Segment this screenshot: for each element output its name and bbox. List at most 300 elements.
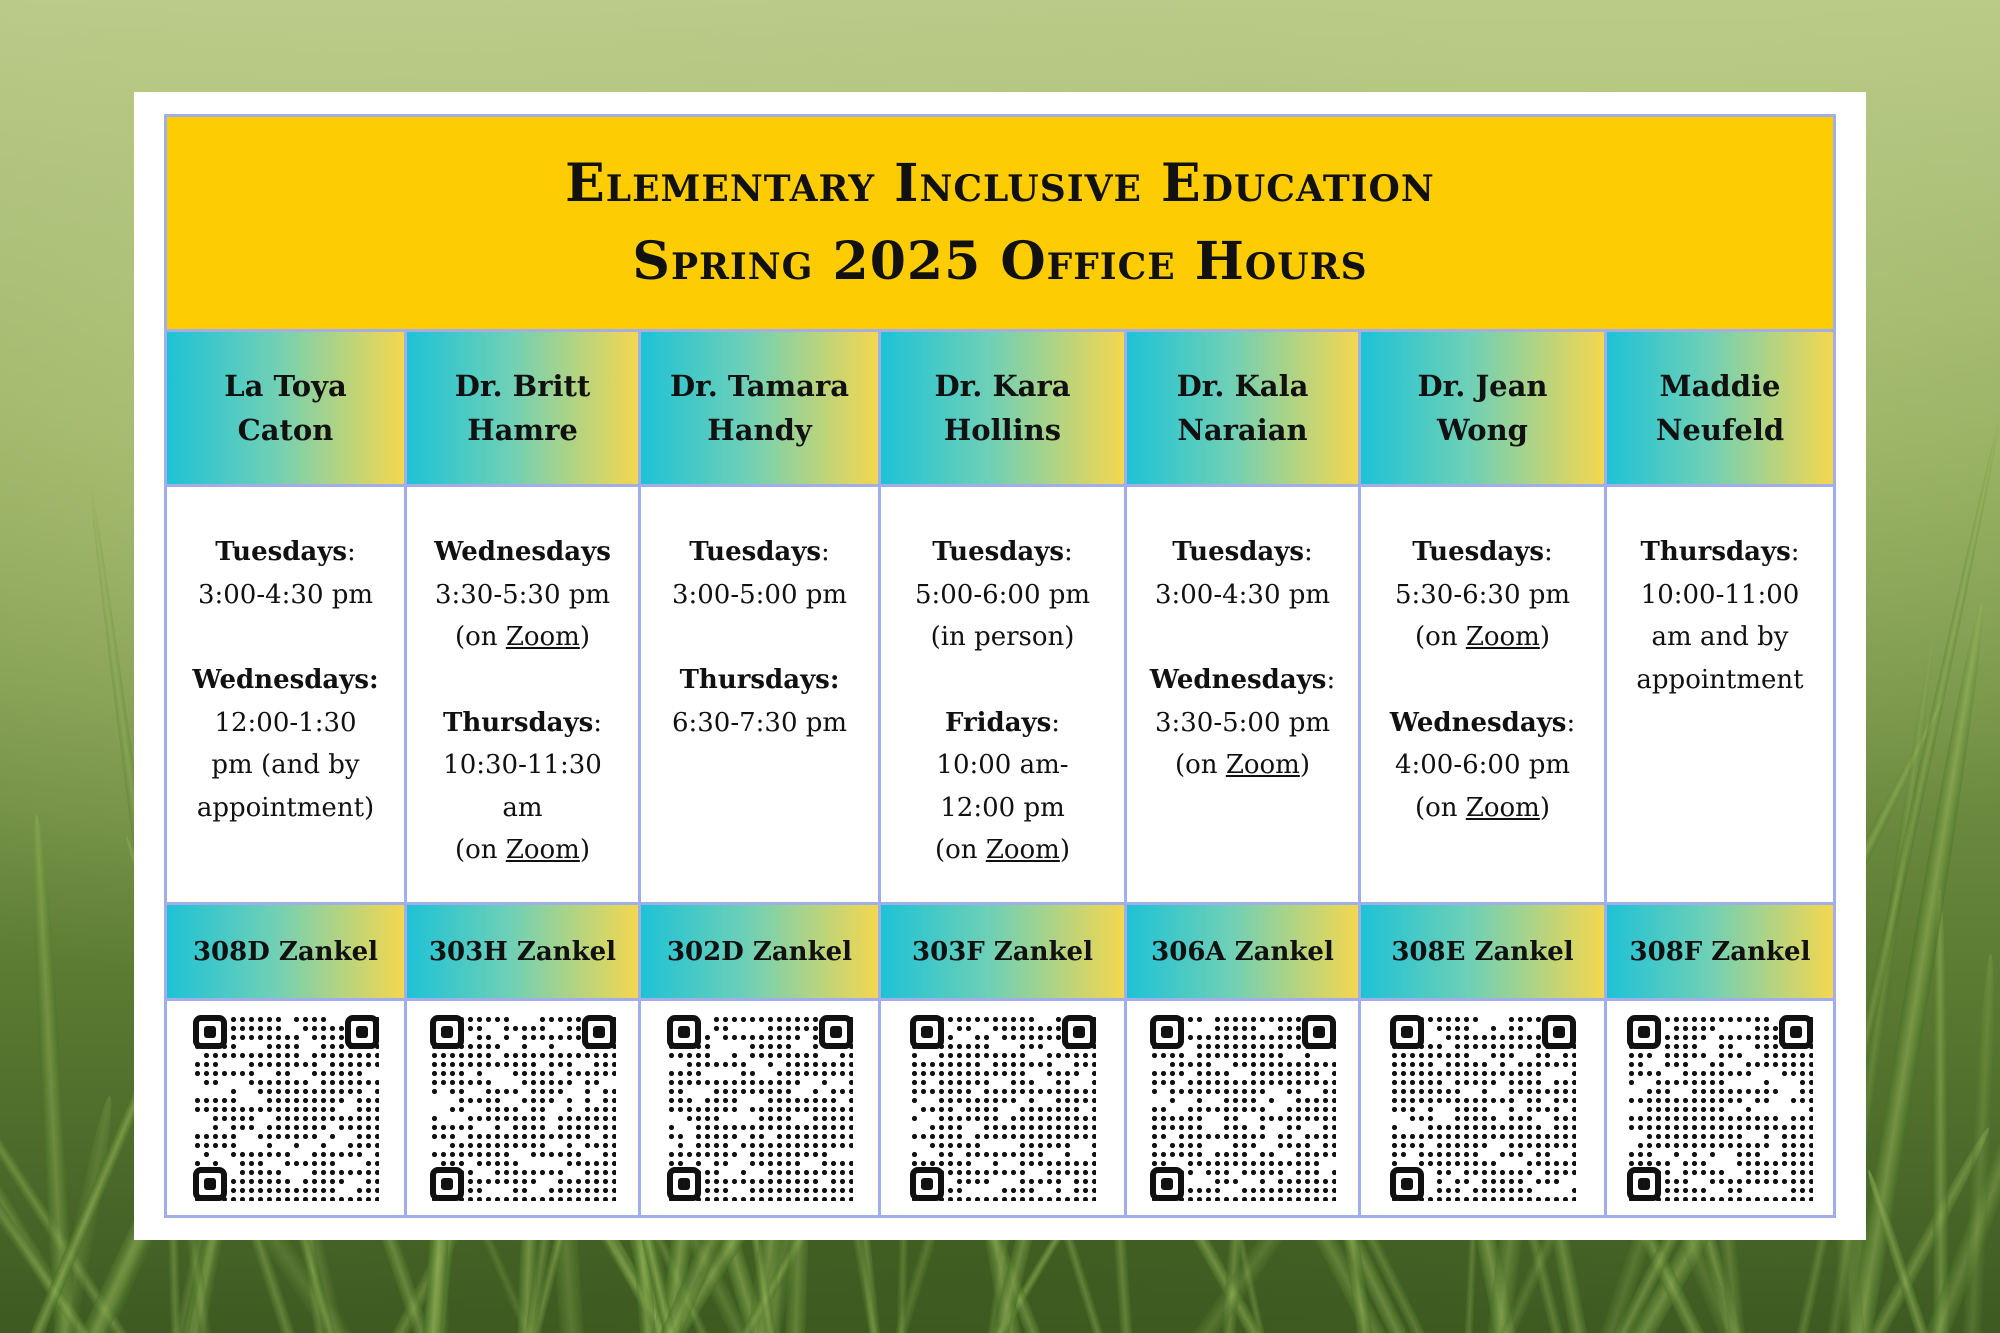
qr-gap	[955, 1033, 973, 1042]
qr-gap	[1516, 1096, 1525, 1105]
hours-line	[881, 574, 1124, 617]
qr-gap	[1771, 1078, 1789, 1087]
qr-gap	[973, 1159, 991, 1168]
qr-gap	[547, 1159, 556, 1168]
qr-gap	[193, 1078, 202, 1087]
qr-gap	[1726, 1168, 1744, 1177]
qr-gap	[301, 1141, 319, 1150]
staff-name-header	[641, 332, 881, 487]
qr-gap	[1249, 1114, 1258, 1123]
qr-gap	[292, 1177, 301, 1186]
qr-gap	[730, 1141, 739, 1150]
day-label: Wednesdays	[1149, 665, 1327, 695]
hours-line	[1607, 616, 1833, 659]
qr-gap	[484, 1186, 502, 1195]
time-text: (on	[1175, 750, 1226, 780]
hours-line	[1127, 744, 1358, 787]
qr-gap	[1798, 1105, 1807, 1114]
qr-cell	[1361, 1001, 1607, 1215]
qr-cell	[407, 1001, 641, 1215]
day-label: Fridays	[944, 707, 1052, 738]
qr-gap	[1534, 1168, 1543, 1177]
qr-gap	[1543, 1078, 1552, 1087]
qr-gap	[1543, 1069, 1552, 1078]
qr-gap	[238, 1042, 256, 1051]
time-text: 10:30-11:30	[443, 750, 602, 780]
qr-gap	[1489, 1060, 1498, 1069]
qr-gap	[829, 1078, 847, 1087]
qr-gap	[1036, 1078, 1054, 1087]
qr-gap	[955, 1105, 964, 1114]
qr-gap	[592, 1132, 601, 1141]
qr-gap	[1753, 1069, 1771, 1078]
hours-line	[641, 531, 878, 574]
qr-code-icon[interactable]	[1390, 1015, 1576, 1201]
day-colon: :	[1064, 537, 1073, 567]
staff-name-line: Hamre	[467, 413, 578, 447]
qr-gap	[310, 1042, 319, 1051]
qr-gap	[346, 1186, 355, 1195]
qr-gap	[1627, 1087, 1645, 1096]
room-label: 306A Zankel	[1127, 905, 1361, 1001]
qr-gap	[310, 1078, 319, 1087]
qr-gap	[1444, 1114, 1453, 1123]
staff-name-header	[1607, 332, 1833, 487]
qr-gap	[1267, 1123, 1285, 1132]
qr-gap	[1762, 1150, 1780, 1159]
zoom-link[interactable]: Zoom	[985, 835, 1060, 865]
qr-gap	[991, 1033, 1000, 1042]
qr-gap	[748, 1168, 766, 1177]
qr-finder-pattern	[193, 1167, 227, 1201]
time-text: 4:00-6:00 pm	[1394, 750, 1571, 780]
qr-code-icon[interactable]	[667, 1015, 853, 1201]
qr-gap	[1462, 1186, 1471, 1195]
qr-gap	[982, 1060, 991, 1069]
qr-gap	[1435, 1105, 1453, 1114]
qr-cell	[1607, 1001, 1833, 1215]
qr-gap	[739, 1105, 748, 1114]
qr-gap	[556, 1069, 565, 1078]
qr-gap	[1168, 1105, 1186, 1114]
qr-gap	[1018, 1096, 1027, 1105]
qr-gap	[1726, 1060, 1744, 1069]
qr-gap	[592, 1087, 601, 1096]
qr-gap	[430, 1105, 448, 1114]
qr-gap	[1195, 1024, 1213, 1033]
qr-gap	[193, 1123, 211, 1132]
qr-gap	[556, 1159, 565, 1168]
qr-gap	[694, 1087, 712, 1096]
qr-gap	[583, 1150, 601, 1159]
zoom-link[interactable]: Zoom	[1465, 792, 1540, 823]
qr-finder-pattern	[1390, 1015, 1424, 1049]
qr-gap	[1444, 1078, 1453, 1087]
qr-gap	[1213, 1096, 1222, 1105]
day-label: Wednesdays	[434, 537, 611, 567]
qr-gap	[292, 1168, 310, 1177]
qr-gap	[1321, 1069, 1330, 1078]
qr-gap	[1471, 1177, 1480, 1186]
hours-line	[407, 829, 638, 872]
qr-gap	[292, 1069, 310, 1078]
qr-gap	[1027, 1069, 1045, 1078]
staff-name-line: Wong	[1437, 413, 1528, 447]
hours-line	[1361, 531, 1604, 574]
qr-gap	[1426, 1141, 1435, 1150]
qr-gap	[1063, 1186, 1072, 1195]
qr-gap	[739, 1042, 748, 1051]
qr-code-icon[interactable]	[1150, 1015, 1336, 1201]
staff-name-line: Naraian	[1177, 413, 1308, 447]
qr-gap	[1063, 1177, 1072, 1186]
office-hours-cell	[881, 487, 1127, 905]
qr-gap	[1489, 1141, 1507, 1150]
hours-line	[407, 531, 638, 574]
qr-gap	[1471, 1024, 1489, 1033]
qr-gap	[721, 1051, 730, 1060]
qr-gap	[556, 1096, 565, 1105]
qr-gap	[712, 1033, 721, 1042]
room-label: 303F Zankel	[881, 905, 1127, 1001]
time-text: 3:00-5:00 pm	[671, 579, 848, 610]
qr-gap	[292, 1150, 310, 1159]
qr-gap	[1303, 1087, 1321, 1096]
time-text: 3:30-5:30 pm	[434, 579, 611, 610]
qr-finder-pattern	[1150, 1167, 1184, 1201]
hours-line	[167, 702, 404, 745]
qr-gap	[1717, 1186, 1726, 1195]
qr-finder-pattern	[1627, 1167, 1661, 1201]
time-text: (on	[1415, 792, 1466, 823]
qr-gap	[1708, 1186, 1717, 1195]
staff-name-line: La Toya	[224, 369, 347, 403]
qr-gap	[1654, 1150, 1672, 1159]
qr-gap	[1222, 1186, 1231, 1195]
qr-gap	[220, 1078, 238, 1087]
title-line-1: Elementary Inclusive Education	[565, 153, 1435, 214]
hours-line	[641, 659, 878, 702]
day-colon: :	[347, 537, 356, 567]
hours-line	[1127, 531, 1358, 574]
qr-gap	[1231, 1186, 1240, 1195]
qr-gap	[502, 1096, 520, 1105]
qr-gap	[238, 1132, 256, 1141]
qr-gap	[565, 1087, 583, 1096]
room-label: 308D Zankel	[167, 905, 407, 1001]
qr-gap	[1498, 1024, 1507, 1033]
qr-gap	[529, 1186, 547, 1195]
hours-line	[881, 744, 1124, 787]
qr-gap	[1516, 1105, 1525, 1114]
qr-gap	[730, 1159, 748, 1168]
qr-gap	[547, 1105, 565, 1114]
qr-gap	[1045, 1042, 1063, 1051]
qr-gap	[337, 1132, 346, 1141]
qr-gap	[1663, 1069, 1681, 1078]
qr-gap	[1204, 1015, 1213, 1024]
hours-line	[881, 829, 1124, 872]
qr-gap	[193, 1087, 202, 1096]
staff-name-line: Dr. Kala	[1176, 369, 1309, 403]
qr-gap	[973, 1087, 982, 1096]
staff-name-header	[407, 332, 641, 487]
qr-gap	[1771, 1186, 1789, 1195]
qr-gap	[730, 1024, 748, 1033]
qr-gap	[1195, 1177, 1213, 1186]
qr-gap	[1276, 1096, 1294, 1105]
qr-gap	[982, 1186, 1000, 1195]
paren-close: )	[1059, 835, 1070, 865]
qr-code-icon[interactable]	[430, 1015, 616, 1201]
qr-gap	[1789, 1105, 1798, 1114]
qr-gap	[319, 1132, 328, 1141]
day-colon: :	[1326, 665, 1336, 695]
time-text: appointment	[1636, 664, 1804, 695]
qr-gap	[520, 1087, 529, 1096]
qr-gap	[1525, 1177, 1534, 1186]
time-text: am and by	[1651, 622, 1789, 652]
qr-gap	[829, 1150, 838, 1159]
qr-gap	[529, 1015, 538, 1024]
staff-name-header	[881, 332, 1127, 487]
qr-gap	[283, 1015, 292, 1024]
qr-gap	[739, 1150, 748, 1159]
qr-gap	[1444, 1177, 1453, 1186]
qr-gap	[1417, 1105, 1426, 1114]
page-title	[167, 117, 1833, 332]
qr-gap	[346, 1177, 364, 1186]
qr-gap	[229, 1168, 238, 1177]
time-text: (on	[455, 835, 506, 865]
qr-gap	[1552, 1051, 1561, 1060]
qr-gap	[283, 1024, 301, 1033]
qr-gap	[565, 1168, 583, 1177]
qr-gap	[1663, 1024, 1672, 1033]
qr-gap	[712, 1069, 721, 1078]
time-text: 3:30-5:00 pm	[1154, 707, 1331, 738]
qr-gap	[730, 1114, 739, 1123]
qr-gap	[1267, 1177, 1276, 1186]
qr-gap	[430, 1096, 448, 1105]
office-hours-cell	[407, 487, 641, 905]
qr-gap	[430, 1141, 448, 1150]
qr-gap	[685, 1132, 694, 1141]
qr-code-icon[interactable]	[1627, 1015, 1813, 1201]
day-label: Tuesdays	[215, 537, 348, 567]
staff-name-header	[167, 332, 407, 487]
qr-gap	[1408, 1123, 1426, 1132]
qr-gap	[676, 1060, 685, 1069]
qr-cell	[881, 1001, 1127, 1215]
qr-gap	[529, 1042, 538, 1051]
qr-cell	[1127, 1001, 1361, 1215]
qr-gap	[1213, 1060, 1231, 1069]
qr-gap	[1507, 1060, 1516, 1069]
hours-line	[881, 531, 1124, 574]
qr-gap	[1177, 1096, 1195, 1105]
staff-name-line: Caton	[237, 413, 334, 447]
qr-gap	[1036, 1096, 1054, 1105]
qr-gap	[592, 1096, 601, 1105]
qr-gap	[484, 1024, 502, 1033]
qr-gap	[739, 1114, 757, 1123]
zoom-link[interactable]: Zoom	[1225, 750, 1300, 780]
qr-cell	[167, 1001, 407, 1215]
room-label: 302D Zankel	[641, 905, 881, 1001]
qr-gap	[1444, 1042, 1453, 1051]
qr-gap	[1552, 1186, 1570, 1195]
hours-line	[1607, 531, 1833, 574]
qr-gap	[256, 1123, 265, 1132]
qr-gap	[574, 1096, 583, 1105]
qr-gap	[1081, 1078, 1090, 1087]
qr-gap	[748, 1060, 766, 1069]
qr-gap	[802, 1159, 820, 1168]
qr-finder-pattern	[910, 1015, 944, 1049]
qr-gap	[1699, 1042, 1717, 1051]
qr-gap	[1552, 1069, 1570, 1078]
qr-code-icon[interactable]	[193, 1015, 379, 1201]
qr-gap	[346, 1096, 355, 1105]
zoom-link[interactable]: Zoom	[1465, 622, 1540, 652]
qr-gap	[238, 1078, 247, 1087]
day-colon: :	[1790, 537, 1800, 567]
qr-gap	[991, 1042, 1009, 1051]
qr-gap	[991, 1177, 1009, 1186]
schedule-card	[134, 92, 1866, 1240]
zoom-link[interactable]: Zoom	[505, 622, 580, 652]
qr-gap	[574, 1060, 592, 1069]
qr-gap	[1027, 1051, 1045, 1060]
qr-gap	[193, 1114, 211, 1123]
qr-gap	[574, 1042, 583, 1051]
qr-finder-pattern	[1390, 1167, 1424, 1201]
qr-gap	[547, 1024, 565, 1033]
office-hours-cell	[167, 487, 407, 905]
qr-gap	[955, 1150, 964, 1159]
title-line-2: Spring 2025 Office Hours	[632, 231, 1368, 292]
qr-gap	[1645, 1060, 1663, 1069]
qr-gap	[1159, 1087, 1168, 1096]
qr-gap	[211, 1087, 229, 1096]
qr-gap	[1735, 1024, 1753, 1033]
qr-gap	[439, 1087, 448, 1096]
qr-gap	[667, 1114, 676, 1123]
qr-gap	[520, 1159, 538, 1168]
day-colon: :	[1304, 537, 1313, 567]
day-label: Wednesdays:	[192, 665, 379, 695]
qr-finder-pattern	[1779, 1015, 1813, 1049]
hours-line	[167, 531, 404, 574]
qr-gap	[1771, 1141, 1780, 1150]
hours-line	[167, 659, 404, 702]
qr-gap	[1507, 1159, 1525, 1168]
qr-code-icon[interactable]	[910, 1015, 1096, 1201]
qr-gap	[838, 1096, 847, 1105]
qr-gap	[1489, 1087, 1507, 1096]
time-text: (on	[935, 835, 986, 865]
qr-gap	[1204, 1114, 1222, 1123]
hours-line	[407, 744, 638, 787]
qr-gap	[1717, 1150, 1735, 1159]
time-text: 5:00-6:00 pm	[914, 579, 1091, 610]
qr-gap	[1150, 1096, 1168, 1105]
qr-gap	[712, 1042, 721, 1051]
qr-gap	[301, 1033, 310, 1042]
qr-gap	[1072, 1150, 1090, 1159]
qr-gap	[364, 1150, 373, 1159]
qr-gap	[1276, 1150, 1294, 1159]
hours-line	[881, 702, 1124, 745]
qr-gap	[1081, 1105, 1090, 1114]
qr-gap	[1498, 1159, 1507, 1168]
day-label: Wednesdays	[1389, 707, 1567, 738]
qr-gap	[1204, 1096, 1213, 1105]
time-text: 3:00-4:30 pm	[197, 579, 374, 610]
qr-gap	[511, 1150, 529, 1159]
qr-gap	[547, 1114, 556, 1123]
qr-gap	[1000, 1114, 1009, 1123]
qr-gap	[493, 1078, 511, 1087]
staff-name-line: Dr. Jean	[1417, 369, 1548, 403]
qr-gap	[1561, 1105, 1570, 1114]
hours-line	[641, 702, 878, 745]
zoom-link[interactable]: Zoom	[505, 835, 580, 865]
qr-gap	[802, 1033, 811, 1042]
qr-gap	[703, 1159, 712, 1168]
qr-gap	[910, 1123, 928, 1132]
qr-gap	[1627, 1132, 1645, 1141]
time-text: 10:00 am-	[936, 750, 1069, 780]
qr-gap	[1780, 1114, 1789, 1123]
qr-gap	[793, 1087, 811, 1096]
qr-finder-pattern	[430, 1015, 464, 1049]
qr-gap	[466, 1087, 484, 1096]
qr-gap	[928, 1078, 937, 1087]
qr-gap	[1000, 1141, 1018, 1150]
hours-line	[1361, 744, 1604, 787]
hours-line	[407, 616, 638, 659]
qr-gap	[1525, 1024, 1534, 1033]
qr-gap	[1699, 1150, 1708, 1159]
staff-name-header	[1361, 332, 1607, 487]
qr-gap	[676, 1114, 685, 1123]
qr-gap	[1690, 1060, 1708, 1069]
qr-gap	[1399, 1123, 1408, 1132]
qr-gap	[1159, 1141, 1168, 1150]
qr-gap	[1462, 1087, 1480, 1096]
qr-gap	[328, 1015, 346, 1024]
qr-gap	[256, 1069, 274, 1078]
qr-gap	[511, 1015, 529, 1024]
qr-gap	[1258, 1024, 1276, 1033]
hours-line	[167, 574, 404, 617]
qr-gap	[1543, 1096, 1552, 1105]
qr-finder-pattern	[910, 1167, 944, 1201]
staff-name-header	[1127, 332, 1361, 487]
qr-gap	[1204, 1150, 1213, 1159]
office-hours-cell	[1607, 487, 1833, 905]
hours-line	[1607, 659, 1833, 702]
staff-name-line: Hollins	[943, 413, 1062, 447]
hours-line	[1361, 702, 1604, 745]
qr-gap	[1435, 1060, 1444, 1069]
qr-gap	[1426, 1186, 1435, 1195]
time-text: 5:30-6:30 pm	[1394, 579, 1571, 610]
qr-gap	[1543, 1123, 1552, 1132]
qr-gap	[1771, 1069, 1780, 1078]
